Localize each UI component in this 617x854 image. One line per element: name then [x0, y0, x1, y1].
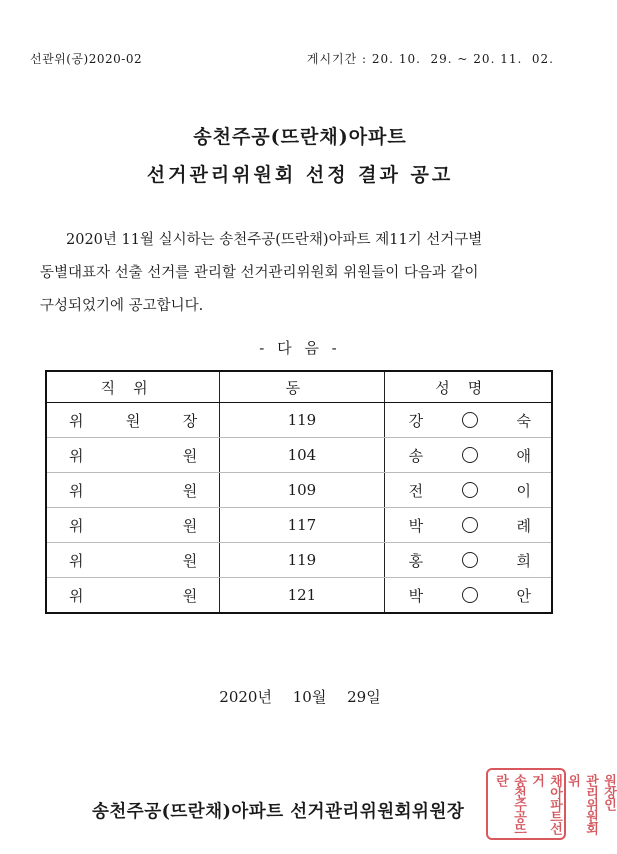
seal-text-column: 채아파트선거 — [529, 774, 562, 834]
table-row — [46, 403, 552, 438]
header-position: 직위 — [46, 371, 220, 403]
dong-cell: 119 — [220, 403, 384, 438]
position-cell — [46, 473, 220, 508]
date-month: 10월 — [292, 688, 327, 706]
position-char: 장 — [182, 411, 198, 430]
masked-name-circle-icon — [462, 482, 478, 498]
masked-name-circle-icon — [462, 517, 478, 533]
announcement-body — [40, 224, 560, 323]
name-cell — [384, 438, 552, 473]
body-line-3: 구성되었기에 공고합니다. — [40, 298, 204, 314]
name-cell — [384, 403, 552, 438]
header-dong: 동 — [220, 371, 384, 403]
masked-name-circle-icon — [462, 447, 478, 463]
masked-name-circle-icon — [462, 412, 478, 428]
table-row — [46, 438, 552, 473]
announcement-date — [0, 686, 600, 707]
position-char: 원 — [182, 586, 198, 605]
dong-cell: 121 — [220, 578, 384, 614]
header-name: 성명 — [384, 371, 552, 403]
table-row — [46, 473, 552, 508]
position-char: 위 — [69, 516, 84, 535]
surname: 전 — [408, 481, 424, 500]
notice-heading: - 다 음 - — [259, 339, 341, 357]
seal-text-column: 송천주공뜨란 — [493, 774, 526, 834]
given-name: 이 — [516, 481, 531, 500]
dong-cell: 117 — [220, 508, 384, 543]
position-cell — [46, 578, 220, 614]
name-cell — [384, 508, 552, 543]
seal-text-column: 원장인 — [601, 774, 616, 810]
issuer-name: 송천주공(뜨란채)아파트 선거관리위원회위원장 — [92, 802, 465, 822]
masked-name-circle-icon — [462, 587, 478, 603]
given-name: 안 — [516, 586, 531, 605]
given-name: 례 — [516, 516, 531, 535]
dong-cell: 119 — [220, 543, 384, 578]
surname: 송 — [408, 446, 424, 465]
position-cell — [46, 438, 220, 473]
given-name: 애 — [516, 446, 531, 465]
position-char: 원 — [182, 446, 198, 465]
position-char: 위 — [69, 551, 84, 570]
given-name: 숙 — [516, 411, 531, 430]
position-char: 위 — [69, 586, 84, 605]
surname: 홍 — [408, 551, 424, 570]
seal-text-column: 관리위원회위 — [565, 774, 598, 834]
table-row — [46, 543, 552, 578]
posting-period: 게시기간 : 20. 10. 29. ~ 20. 11. 02. — [306, 52, 554, 66]
name-cell — [384, 473, 552, 508]
surname: 박 — [408, 516, 424, 535]
surname: 강 — [408, 411, 424, 430]
date-day: 29일 — [347, 688, 381, 706]
name-cell — [384, 543, 552, 578]
date-year: 2020년 — [219, 688, 272, 706]
table-row — [46, 508, 552, 543]
surname: 박 — [408, 586, 424, 605]
body-line-1: 2020년 11월 실시하는 송천주공(뜨란채)아파트 제11기 선거구별 — [66, 232, 483, 248]
title-apartment: 송천주공(뜨란채)아파트 — [193, 126, 407, 148]
table-row — [46, 578, 552, 614]
position-char: 위 — [69, 446, 84, 465]
position-char: 원 — [182, 551, 198, 570]
name-cell — [384, 578, 552, 614]
position-char: 원 — [125, 411, 141, 430]
position-cell — [46, 543, 220, 578]
position-char: 원 — [182, 481, 198, 500]
title-announcement: 선거관리위원회 선정 결과 공고 — [146, 164, 454, 186]
dong-cell: 109 — [220, 473, 384, 508]
position-cell — [46, 508, 220, 543]
position-char: 원 — [182, 516, 198, 535]
position-char: 위 — [69, 481, 84, 500]
table-header-row — [46, 371, 552, 403]
official-seal-stamp — [486, 768, 616, 840]
dong-cell: 104 — [220, 438, 384, 473]
position-cell — [46, 403, 220, 438]
document-id: 선관위(공)2020-02 — [30, 52, 143, 66]
body-line-2: 동별대표자 선출 선거를 관리할 선거관리위원회 위원들이 다음과 같이 — [40, 265, 479, 281]
given-name: 희 — [516, 551, 531, 570]
masked-name-circle-icon — [462, 552, 478, 568]
committee-members-table — [45, 370, 553, 614]
position-char: 위 — [69, 411, 84, 430]
